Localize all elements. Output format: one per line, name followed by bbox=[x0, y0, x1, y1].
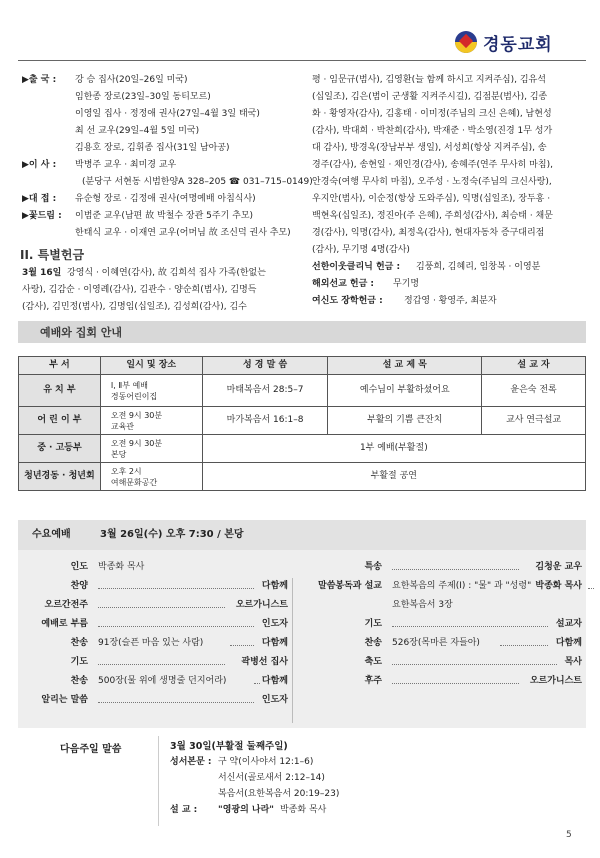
leader-dots bbox=[588, 573, 594, 589]
table-row bbox=[19, 375, 586, 407]
table-row bbox=[19, 407, 586, 435]
offering-line: (십일조), 김은(범이 군생활 지켜주시길), 김점분(범사), 김종 bbox=[312, 92, 548, 102]
service-row-leader: 오르가니스트 bbox=[529, 676, 582, 686]
offering-line: 대 감사), 방경옥(장남부부 생일), 서성희(항상 지켜주심), 송 bbox=[312, 143, 547, 153]
service-row-label: 찬송 bbox=[364, 638, 382, 648]
dept-cell: 어 린 이 부 bbox=[19, 407, 101, 435]
time-cell: 오전 9시 30분 본당 bbox=[100, 435, 202, 463]
leader-dots bbox=[230, 630, 254, 646]
sermon-title-cell: 부활의 기쁨 큰잔치 bbox=[328, 407, 482, 435]
scripture-cell: 마태복음서 28:5–7 bbox=[202, 375, 328, 407]
departure-line: 최 선 교우(29일–4월 5일 미국) bbox=[75, 126, 200, 136]
service-row-leader: 인도자 bbox=[261, 619, 288, 629]
church-emblem-icon bbox=[455, 31, 477, 53]
sermon-title-cell: 예수님이 부활하셨어요 bbox=[328, 375, 482, 407]
church-logo bbox=[455, 30, 595, 54]
wednesday-title: 수요예배 bbox=[32, 529, 71, 540]
dept-cell: 유 치 부 bbox=[19, 375, 101, 407]
col-header: 설 교 자 bbox=[482, 357, 586, 375]
offering-line: (감사), 박대희 · 박찬희(감사), 박재준 · 박소영(진경 1무 성가 bbox=[312, 126, 553, 136]
next-week-title: 다음주일 말씀 bbox=[60, 744, 122, 755]
clinic-offering-label: 선한이웃클리닉 헌금 : bbox=[312, 262, 401, 272]
leader-dots bbox=[392, 668, 519, 684]
dept-cell: 중 · 고등부 bbox=[19, 435, 101, 463]
service-row-leader: 인도자 bbox=[261, 695, 288, 705]
time-cell: 오후 2시 여해문화공간 bbox=[100, 463, 202, 491]
service-row-value: 500장(물 위에 생명줄 던지어라) bbox=[98, 676, 227, 686]
special-offering-line: (감사), 김민정(범사), 김명임(십일조), 김성희(감사), 김수 bbox=[22, 302, 247, 312]
funeral-line: 유순형 장로 · 김정애 권사(여명예배 아침식사) bbox=[75, 194, 256, 204]
header-divider bbox=[18, 60, 586, 61]
time-cell: Ⅰ, Ⅱ부 예배 경동어린이집 bbox=[100, 375, 202, 407]
service-row-label: 인도 bbox=[70, 562, 88, 572]
service-row-value: 91장(슬픈 마음 있는 사람) bbox=[98, 638, 204, 648]
col-header: 부 서 bbox=[19, 357, 101, 375]
leader-dots bbox=[392, 554, 519, 570]
preacher-cell: 윤은숙 전록 bbox=[482, 375, 586, 407]
time-cell: 오전 9시 30분 교육관 bbox=[100, 407, 202, 435]
overseas-offering: 무기명 bbox=[393, 279, 420, 289]
section-title: 예배와 집회 안내 bbox=[40, 326, 123, 339]
clinic-offering: 김풍희, 김혜리, 임창복 · 이영분 bbox=[416, 262, 541, 272]
special-offering-date: 3월 16일 bbox=[22, 268, 62, 278]
service-row-label: 찬송 bbox=[70, 676, 88, 686]
service-row-leader: 다함께 bbox=[261, 676, 288, 686]
offering-line: 안경숙(여행 무사히 마침), 오주성 · 노정숙(주님의 크신사랑), bbox=[312, 177, 552, 187]
flowers-line: 한태식 교우 · 이재연 교우(어머님 故 조신덕 권사 추모) bbox=[75, 228, 291, 238]
col-header: 성 경 말 씀 bbox=[202, 357, 328, 375]
service-row-value: 526장(목마른 자들아) bbox=[392, 638, 480, 648]
service-row-leader: 다함께 bbox=[261, 581, 288, 591]
service-row-label: 알리는 말씀 bbox=[41, 695, 88, 705]
page-number: 5 bbox=[566, 830, 572, 840]
service-row-leader: 김청운 교우 bbox=[535, 562, 582, 572]
move-line: (분당구 서현동 시범한양A 328–205 ☎ 031–715–0149) bbox=[82, 177, 313, 187]
merged-cell: 부활절 공연 bbox=[202, 463, 585, 491]
preacher-cell: 교사 연극설교 bbox=[482, 407, 586, 435]
flowers-line: 이범준 교우(남편 故 박철수 장관 5주기 추모) bbox=[75, 211, 254, 221]
service-row-label: 말씀봉독과 설교 bbox=[318, 581, 382, 591]
move-label: ▶이 사 : bbox=[22, 160, 57, 170]
sermon-preacher: 박종화 목사 bbox=[280, 805, 327, 815]
departure-line: 이영일 집사 · 정정애 권사(27일–4월 3일 태국) bbox=[75, 109, 260, 119]
departure-line: 임한종 장로(23일–30일 동티모르) bbox=[75, 92, 211, 102]
service-row-value: 요한복음의 주제(I) : "물" 과 "성령" bbox=[392, 581, 532, 591]
service-row-label: 축도 bbox=[364, 657, 382, 667]
logo-text: 경동교회 bbox=[483, 34, 553, 55]
service-row-value: 요한복음서 3장 bbox=[392, 600, 453, 610]
worship-schedule-table bbox=[18, 356, 586, 491]
next-week-divider bbox=[158, 736, 159, 826]
leader-dots bbox=[392, 649, 557, 665]
offering-line: 경(감사), 익명(감사), 최정옥(감사), 현대자동차 증구대리점 bbox=[312, 228, 545, 238]
service-row-leader: 박종화 목사 bbox=[535, 581, 582, 591]
service-row-leader: 목사 bbox=[564, 657, 582, 667]
table-row bbox=[19, 435, 586, 463]
offering-line: 우지안(범사), 이순정(항상 도와주심), 익명(십일조), 장두홍 · bbox=[312, 194, 551, 204]
special-offering-line: 사랑), 김감순 · 이영례(감사), 김관수 · 양순희(범사), 김명득 bbox=[22, 285, 257, 295]
leader-dots bbox=[98, 592, 225, 608]
offering-line: 경주(감사), 송현일 · 채인경(감사), 송혜주(연주 무사히 마침), bbox=[312, 160, 553, 170]
service-row-label: 특송 bbox=[364, 562, 382, 572]
scholarship-offering: 정갑영 · 황영주, 최분자 bbox=[404, 296, 497, 306]
wednesday-info: 3월 26일(수) 오후 7:30 / 본당 bbox=[100, 529, 244, 540]
service-row-label: 예배로 부름 bbox=[41, 619, 88, 629]
departures-label: ▶출 국 : bbox=[22, 75, 57, 85]
leader-dots bbox=[98, 687, 254, 703]
sermon-title: "영광의 나라" bbox=[218, 805, 274, 815]
scripture-line: 복음서(요한복음서 20:19–23) bbox=[218, 789, 340, 799]
service-row-leader: 오르가니스트 bbox=[235, 600, 288, 610]
departure-line: 김용호 장로, 김휘종 집사(31일 남아공) bbox=[75, 143, 230, 153]
scripture-line: 구 약(이사야서 12:1–6) bbox=[218, 757, 314, 767]
service-row-label: 찬송 bbox=[70, 638, 88, 648]
service-row-value: 박종화 목사 bbox=[98, 562, 145, 572]
leader-dots bbox=[500, 630, 548, 646]
move-line: 박병주 교우 · 최미경 교우 bbox=[75, 160, 177, 170]
flowers-label: ▶꽃드림 : bbox=[22, 211, 62, 221]
leader-dots bbox=[98, 573, 254, 589]
scripture-label: 성서본문 : bbox=[170, 757, 212, 767]
dept-cell: 청년경동 · 청년회 bbox=[19, 463, 101, 491]
col-header: 일시 및 장소 bbox=[100, 357, 202, 375]
col-header: 설 교 제 목 bbox=[328, 357, 482, 375]
service-row-label: 기도 bbox=[70, 657, 88, 667]
special-offering-line: 강영식 · 이혜연(감사), 故 김희석 집사 가족(한없는 bbox=[67, 268, 266, 278]
sermon-label: 설 교 : bbox=[170, 805, 198, 815]
offering-line: 평 · 임문규(범사), 김영환(늘 함께 하시고 지켜주심), 김유석 bbox=[312, 75, 546, 85]
service-row-leader: 다함께 bbox=[555, 638, 582, 648]
service-row-label: 찬양 bbox=[70, 581, 88, 591]
scripture-line: 서신서(골로새서 2:12–14) bbox=[218, 773, 325, 783]
merged-cell: 1부 예배(부활절) bbox=[202, 435, 585, 463]
leader-dots bbox=[98, 611, 254, 627]
table-header-row bbox=[19, 357, 586, 375]
service-row-label: 오르간전주 bbox=[44, 600, 88, 610]
leader-dots bbox=[98, 649, 225, 665]
scripture-cell: 마가복음서 16:1–8 bbox=[202, 407, 328, 435]
service-row-leader: 다함께 bbox=[261, 638, 288, 648]
overseas-offering-label: 해외선교 헌금 : bbox=[312, 279, 375, 289]
special-offering-heading: II. 특별헌금 bbox=[20, 248, 85, 262]
service-row-leader: 곽병선 집사 bbox=[241, 657, 288, 667]
departure-line: 강 승 집사(20일–26일 미국) bbox=[75, 75, 188, 85]
leader-dots bbox=[392, 611, 548, 627]
service-row-leader: 설교자 bbox=[555, 619, 582, 629]
service-row-label: 기도 bbox=[364, 619, 382, 629]
next-week-date: 3월 30일(부활절 둘째주일) bbox=[170, 741, 288, 752]
funeral-label: ▶대 접 : bbox=[22, 194, 57, 204]
scholarship-offering-label: 여신도 장학헌금 : bbox=[312, 296, 383, 306]
service-row-label: 후주 bbox=[364, 676, 382, 686]
offering-line: 백현옥(십일조), 정진아(주 은혜), 주희성(감사), 최승태 · 채문 bbox=[312, 211, 553, 221]
table-row bbox=[19, 463, 586, 491]
offering-line: 화 · 황영자(감사), 김홍태 · 이미정(주님의 크신 은혜), 남현성 bbox=[312, 109, 552, 119]
column-divider bbox=[292, 578, 293, 723]
offering-line: (감사), 무기명 4명(감사) bbox=[312, 245, 410, 255]
